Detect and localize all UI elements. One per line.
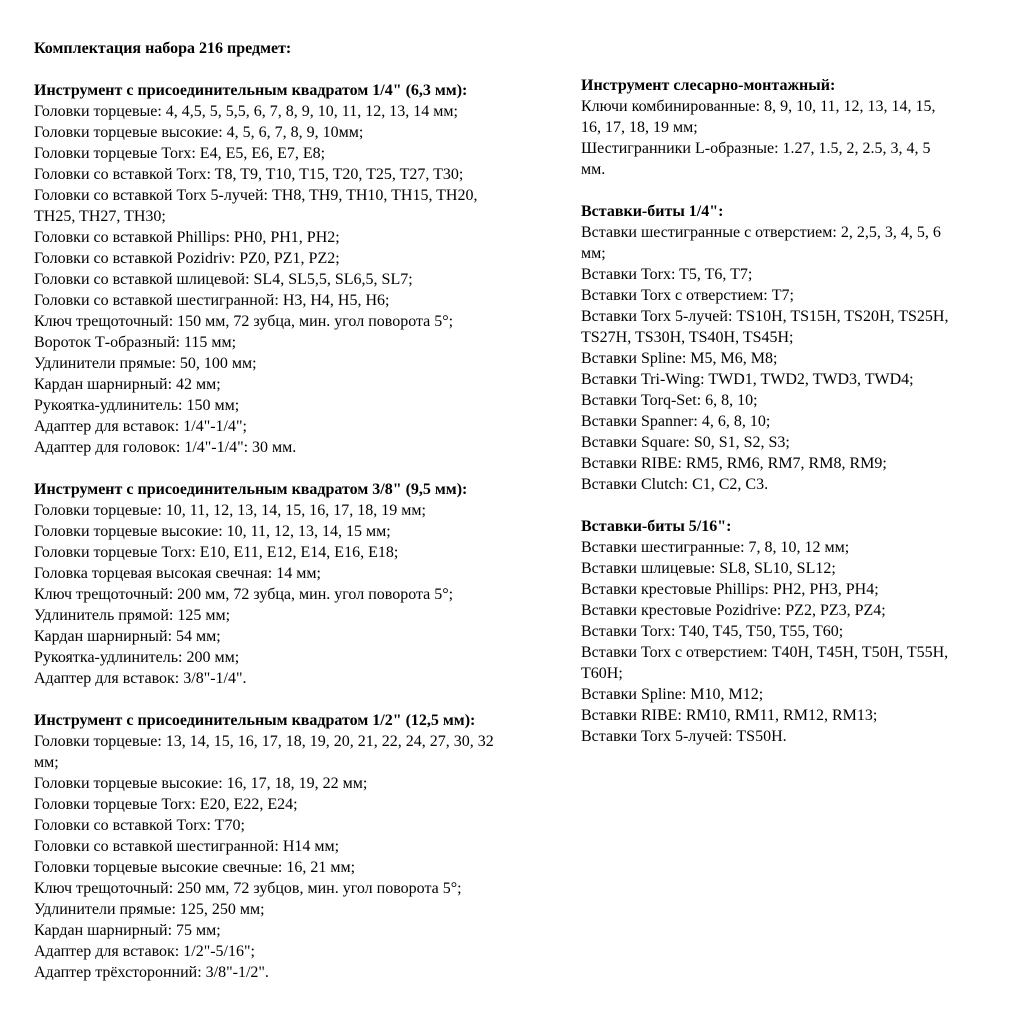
spec-line: Головка торцевая высокая свечная: 14 мм; [34,565,321,582]
section-heading: Инструмент с присоединительным квадратом 1/4" (6,3 мм): [34,82,468,99]
spec-line: Вставки Torx: T40, T45, T50, T55, T60; [581,623,844,640]
spec-line: мм; [34,754,59,771]
spec-line: Вставки Torx 5-лучей: TS10H, TS15H, TS20H, TS25H, [581,308,949,325]
spec-line: TS27H, TS30H, TS40H, TS45H; [581,329,794,346]
spec-line: Вставки крестовые Pozidrive: PZ2, PZ3, PZ4; [581,602,886,619]
spec-section [581,75,991,180]
spec-line: Адаптер для вставок: 3/8"-1/4". [34,670,247,687]
spec-line: Головки торцевые Torx: E20, E22, E24; [34,796,298,813]
spec-line: Ключ трещоточный: 200 мм, 72 зубца, мин. угол поворота 5°; [34,586,454,603]
spec-line: Вставки RIBE: RM5, RM6, RM7, RM8, RM9; [581,455,887,472]
spec-line: Кардан шарнирный: 42 мм; [34,376,221,393]
spec-line: Головки торцевые высокие свечные: 16, 21 мм; [34,859,356,876]
spec-line: Головки торцевые высокие: 4, 5, 6, 7, 8, 9, 10мм; [34,124,364,141]
section-heading: Вставки-биты 5/16": [581,518,732,535]
spec-line: Вставки Torx с отверстием: T40H, T45H, T50H, T55H, [581,644,949,661]
spec-line: Головки торцевые: 13, 14, 15, 16, 17, 18, 19, 20, 21, 22, 24, 27, 30, 32 [34,733,494,750]
section-heading: Инструмент с присоединительным квадратом 1/2" (12,5 мм): [34,712,476,729]
spec-line: Головки со вставкой шлицевой: SL4, SL5,5, SL6,5, SL7; [34,271,413,288]
spec-line: Вставки Torx с отверстием: T7; [581,287,794,304]
spec-line: Вставки Clutch: C1, C2, C3. [581,476,769,493]
spec-line: Кардан шарнирный: 54 мм; [34,628,221,645]
left-column [34,80,556,1004]
spec-line: Головки торцевые высокие: 10, 11, 12, 13, 14, 15 мм; [34,523,391,540]
spec-line: Кардан шарнирный: 75 мм; [34,922,221,939]
spec-line: Адаптер трёхсторонний: 3/8"-1/2". [34,964,269,981]
spec-line: Рукоятка-удлинитель: 150 мм; [34,397,240,414]
spec-line: T60H; [581,665,623,682]
spec-line: Вставки Square: S0, S1, S2, S3; [581,434,790,451]
spec-line: Головки со вставкой Pozidriv: PZ0, PZ1, PZ2; [34,250,340,267]
spec-line: Головки со вставкой шестигранной: H3, H4, H5, H6; [34,292,390,309]
spec-line: Удлинитель прямой: 125 мм; [34,607,231,624]
spec-line: Вставки Spline: M10, M12; [581,686,764,703]
spec-line: Головки со вставкой Torx: T8, T9, T10, T15, T20, T25, T27, T30; [34,166,464,183]
document-title: Комплектация набора 216 предмет: [34,40,292,57]
spec-line: Головки торцевые Torx: E10, E11, E12, E14, E16, E18; [34,544,399,561]
spec-line: Адаптер для вставок: 1/4"-1/4"; [34,418,247,435]
spec-line: Головки торцевые: 10, 11, 12, 13, 14, 15, 16, 17, 18, 19 мм; [34,502,426,519]
spec-line: Вставки Spline: M5, M6, M8; [581,350,778,367]
spec-section [581,201,991,495]
spec-line: Адаптер для головок: 1/4"-1/4": 30 мм. [34,439,297,456]
spec-line: Головки со вставкой Phillips: PH0, PH1, PH2; [34,229,340,246]
spec-line: Рукоятка-удлинитель: 200 мм; [34,649,240,666]
spec-line: Вороток Т-образный: 115 мм; [34,334,237,351]
spec-line: Удлинители прямые: 125, 250 мм; [34,901,265,918]
spec-line: Головки со вставкой шестигранной: H14 мм; [34,838,340,855]
spec-line: 16, 17, 18, 19 мм; [581,119,698,136]
section-heading: Инструмент с присоединительным квадратом 3/8" (9,5 мм): [34,481,468,498]
spec-section [34,479,556,689]
spec-line: Вставки Torx: T5, T6, T7; [581,266,753,283]
section-heading: Инструмент слесарно-монтажный: [581,77,836,94]
spec-line: Вставки Torx 5-лучей: TS50H. [581,728,787,745]
spec-line: Вставки Spanner: 4, 6, 8, 10; [581,413,771,430]
right-column [581,75,991,768]
spec-line: Вставки шестигранные: 7, 8, 10, 12 мм; [581,539,850,556]
spec-line: Вставки RIBE: RM10, RM11, RM12, RM13; [581,707,878,724]
spec-section [34,80,556,458]
spec-line: Головки торцевые высокие: 16, 17, 18, 19, 22 мм; [34,775,368,792]
spec-line: Вставки шестигранные с отверстием: 2, 2,5, 3, 4, 5, 6 [581,224,941,241]
spec-line: Вставки Tri-Wing: TWD1, TWD2, TWD3, TWD4; [581,371,914,388]
spec-line: Вставки крестовые Phillips: PH2, PH3, PH4; [581,581,879,598]
spec-line: Головки со вставкой Torx: T70; [34,817,245,834]
spec-line: Вставки шлицевые: SL8, SL10, SL12; [581,560,836,577]
spec-section [581,516,991,747]
section-heading: Вставки-биты 1/4": [581,203,724,220]
spec-line: Ключ трещоточный: 250 мм, 72 зубцов, мин. угол поворота 5°; [34,880,462,897]
spec-line: мм. [581,161,606,178]
spec-line: Вставки Torq-Set: 6, 8, 10; [581,392,758,409]
spec-line: Головки торцевые: 4, 4,5, 5, 5,5, 6, 7, 8, 9, 10, 11, 12, 13, 14 мм; [34,103,458,120]
spec-line: мм; [581,245,606,262]
spec-line: Адаптер для вставок: 1/2"-5/16"; [34,943,255,960]
spec-line: Головки торцевые Torx: E4, E5, E6, E7, E8; [34,145,326,162]
spec-line: Удлинители прямые: 50, 100 мм; [34,355,257,372]
spec-line: Шестигранники L-образные: 1.27, 1.5, 2, 2.5, 3, 4, 5 [581,140,931,157]
spec-line: Головки со вставкой Torx 5-лучей: TH8, TH9, TH10, TH15, TH20, [34,187,478,204]
spec-line: Ключи комбинированные: 8, 9, 10, 11, 12, 13, 14, 15, [581,98,936,115]
spec-line: TH25, TH27, TH30; [34,208,166,225]
spec-line: Ключ трещоточный: 150 мм, 72 зубца, мин. угол поворота 5°; [34,313,454,330]
spec-section [34,710,556,983]
